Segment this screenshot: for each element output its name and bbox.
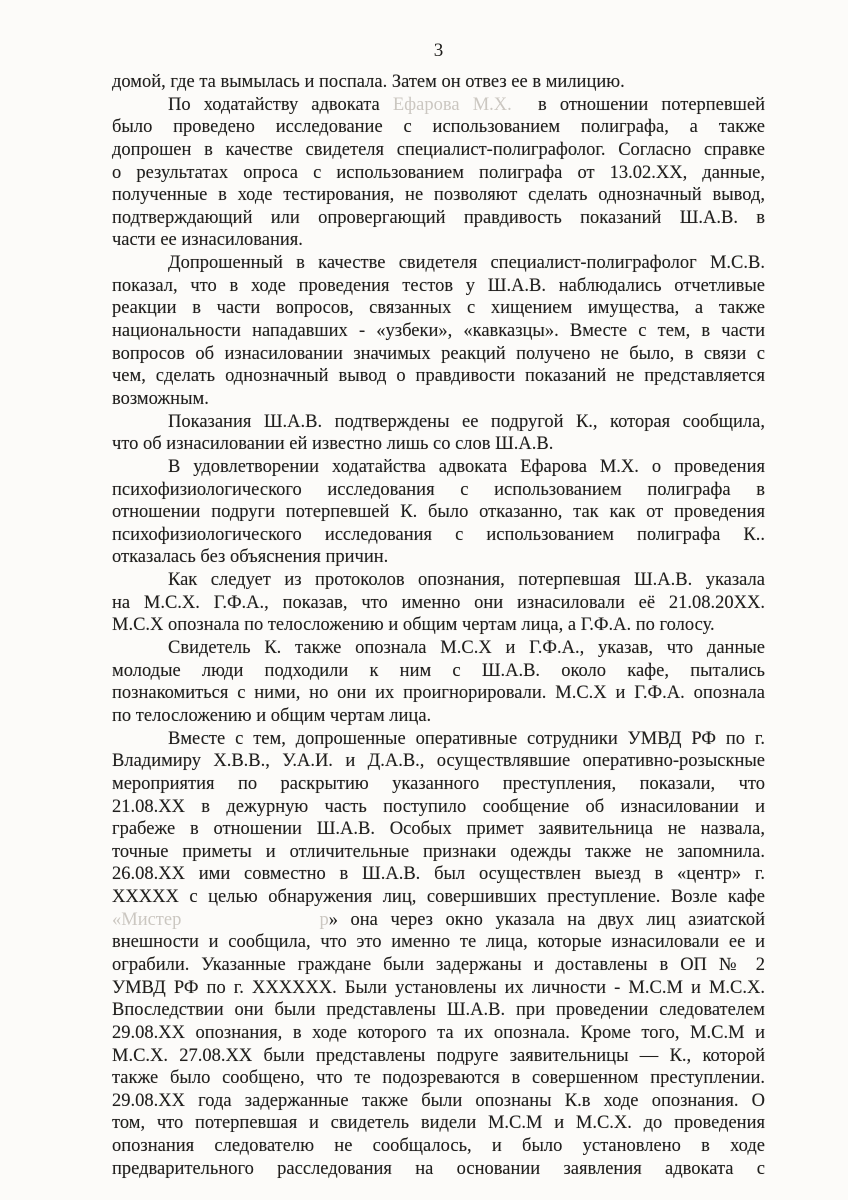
text-line — [112, 343, 765, 366]
text-line — [112, 569, 765, 592]
text-segment: Показания Ш.А.В. подтверждены ее подругой К., которая сообщила, — [168, 411, 765, 432]
text-segment: показал, что в ходе проведения тестов у Ш.А.В. наблюдались отчетливые — [112, 275, 765, 296]
text-line — [112, 863, 765, 886]
text-segment: было проведено исследование с использованием полиграфа, а также — [112, 117, 765, 138]
text-segment: полученные в ходе тестирования, не позволяют сделать однозначный вывод, — [112, 185, 765, 206]
text-line — [112, 750, 765, 773]
text-segment: УМВД РФ по г. ХХХХХХ. Были установлены их личности - М.С.М и М.С.Х. — [112, 977, 765, 998]
text-segment: Впоследствии они были представлены Ш.А.В. при проведении следователем — [112, 1000, 765, 1021]
text-line — [112, 479, 765, 502]
text-line — [112, 773, 765, 796]
text-line — [112, 592, 765, 615]
text-line — [112, 501, 765, 524]
text-line — [112, 388, 765, 411]
text-line — [112, 411, 765, 434]
text-segment: чем, сделать однозначный вывод о правдивости показаний не представляется — [112, 366, 765, 387]
text-line — [112, 252, 765, 275]
text-line — [112, 682, 765, 705]
text-line — [112, 841, 765, 864]
text-line — [112, 456, 765, 479]
text-segment: вопросов об изнасиловании значимых реакций получено не было, в связи с — [112, 343, 765, 364]
text-line — [112, 116, 765, 139]
text-segment: внешности и сообщила, что это именно те лица, которые изнасиловали ее и — [112, 932, 765, 953]
text-segment: познакомиться с ними, но они их проигнорировали. М.С.Х и Г.Ф.А. опознала — [112, 683, 765, 704]
text-segment: 29.08.ХХ опознания, в ходе которого та их опознала. Кроме того, М.С.М и — [112, 1022, 765, 1043]
text-line — [112, 1067, 765, 1090]
text-segment: в отношении потерпевшей — [511, 94, 765, 115]
text-line — [112, 94, 765, 117]
text-segment: молодые люди подходили к ним с Ш.А.В. около кафе, пытались — [112, 660, 765, 681]
text-line — [112, 999, 765, 1022]
text-line — [112, 1022, 765, 1045]
text-segment: домой, где та вымылась и поспала. Затем он отвез ее в милицию. — [112, 72, 625, 92]
redacted-text: «Мистер р — [112, 909, 329, 930]
text-segment: » она через окно указала на двух лиц азиатской — [328, 909, 765, 930]
text-line — [112, 546, 765, 569]
text-segment: что об изнасиловании ей известно лишь со слов Ш.А.В. — [112, 434, 554, 455]
text-line — [112, 796, 765, 819]
text-line — [112, 1112, 765, 1135]
text-line — [112, 637, 765, 660]
text-line — [112, 1135, 765, 1158]
text-segment: мероприятия по раскрытию указанного преступления, показали, что — [112, 773, 765, 794]
text-line — [112, 433, 765, 456]
text-segment: психофизиологического исследования с использованием полиграфа в — [112, 479, 765, 500]
text-segment: о результатах опроса с использованием полиграфа от 13.02.ХХ, данные, — [112, 162, 765, 183]
text-segment: 29.08.ХХ года задержанные также были опознаны К.в ходе опознания. О — [112, 1090, 765, 1111]
text-segment: Допрошенный в качестве свидетеля специалист-полиграфолог М.С.В. — [168, 253, 765, 274]
text-segment: точные приметы и отличительные признаки одежды также не запомнила. — [112, 841, 765, 862]
text-segment: Свидетель К. также опознала М.С.Х и Г.Ф.А., указав, что данные — [168, 638, 765, 659]
text-line — [112, 207, 765, 230]
text-segment: Как следует из протоколов опознания, потерпевшая Ш.А.В. указала — [168, 570, 765, 591]
text-line — [112, 139, 765, 162]
text-segment: Владимиру Х.В.В., У.А.И. и Д.А.В., осуществлявшие оперативно-розыскные — [112, 751, 765, 772]
text-segment: допрошен в качестве свидетеля специалист-полиграфолог. Согласно справке — [112, 139, 765, 160]
text-segment: на М.С.Х. Г.Ф.А., показав, что именно они изнасиловали её 21.08.20ХХ. — [112, 592, 765, 613]
text-segment: том, что потерпевшая и свидетель видели М.С.М и М.С.Х. до проведения — [112, 1113, 765, 1134]
text-line — [112, 1158, 765, 1181]
text-segment: М.С.Х. 27.08.ХХ были представлены подруге заявительницы — К., которой — [112, 1045, 765, 1066]
text-line — [112, 297, 765, 320]
text-segment: подтверждающий или опровергающий правдивость показаний Ш.А.В. в — [112, 207, 765, 228]
text-segment: ХХХХХ с целью обнаружения лиц, совершивших преступление. Возле кафе — [112, 887, 765, 908]
text-segment: отказалась без объяснения причин. — [112, 547, 389, 568]
text-line — [112, 184, 765, 207]
text-line — [112, 909, 765, 932]
text-line — [112, 229, 765, 252]
text-line — [112, 931, 765, 954]
text-line — [112, 365, 765, 388]
text-segment: предварительного расследования на основании заявления адвоката с — [112, 1158, 765, 1179]
text-segment: национальности нападавших - «узбеки», «кавказцы». Вместе с тем, в части — [112, 321, 765, 342]
text-segment: 21.08.ХХ в дежурную часть поступило сообщение об изнасиловании и — [112, 796, 765, 817]
text-line — [112, 818, 765, 841]
text-segment: 26.08.ХХ ими совместно в Ш.А.В. был осуществлен выезд в «центр» г. — [112, 864, 765, 885]
text-segment: ограбили. Указанные граждане были задержаны и доставлены в ОП № 2 — [112, 954, 765, 975]
text-line — [112, 977, 765, 1000]
text-line — [112, 886, 765, 909]
text-line — [112, 614, 765, 637]
text-segment: грабеже в отношении Ш.А.В. Особых примет заявительница не назвала, — [112, 819, 765, 840]
text-line — [112, 1045, 765, 1068]
text-line — [112, 1090, 765, 1113]
text-line — [112, 954, 765, 977]
text-line — [112, 275, 765, 298]
text-segment: также было сообщено, что те подозреваются в совершенном преступлении. — [112, 1068, 765, 1089]
text-line — [112, 524, 765, 547]
text-segment: М.С.Х опознала по телосложению и общим чертам лица, а Г.Ф.А. по голосу. — [112, 615, 715, 636]
text-segment: В удовлетворении ходатайства адвоката Ефарова М.Х. о проведения — [168, 456, 765, 477]
text-segment: Вместе с тем, допрошенные оперативные сотрудники УМВД РФ по г. — [168, 728, 765, 749]
text-line — [112, 660, 765, 683]
text-segment: опознания следователю не сообщалось, и было установлено в ходе — [112, 1136, 765, 1157]
text-line — [112, 728, 765, 751]
text-segment: части ее изнасилования. — [112, 230, 303, 251]
text-line — [112, 162, 765, 185]
text-segment: возможным. — [112, 388, 209, 409]
page-number: 3 — [433, 40, 444, 61]
text-segment: реакции в части вопросов, связанных с хищением имущества, а также — [112, 298, 765, 319]
text-line — [112, 705, 765, 728]
text-block — [112, 71, 765, 1180]
text-line — [112, 71, 765, 94]
text-line — [112, 320, 765, 343]
redacted-text: Ефарова М.Х. — [392, 94, 512, 115]
text-segment: по телосложению и общим чертам лица. — [112, 705, 432, 726]
text-segment: По ходатайству адвоката — [168, 94, 393, 115]
text-segment: психофизиологического исследования с использованием полиграфа К.. — [112, 524, 765, 545]
text-segment: отношении подруги потерпевшей К. было отказанно, так как от проведения — [112, 502, 765, 523]
